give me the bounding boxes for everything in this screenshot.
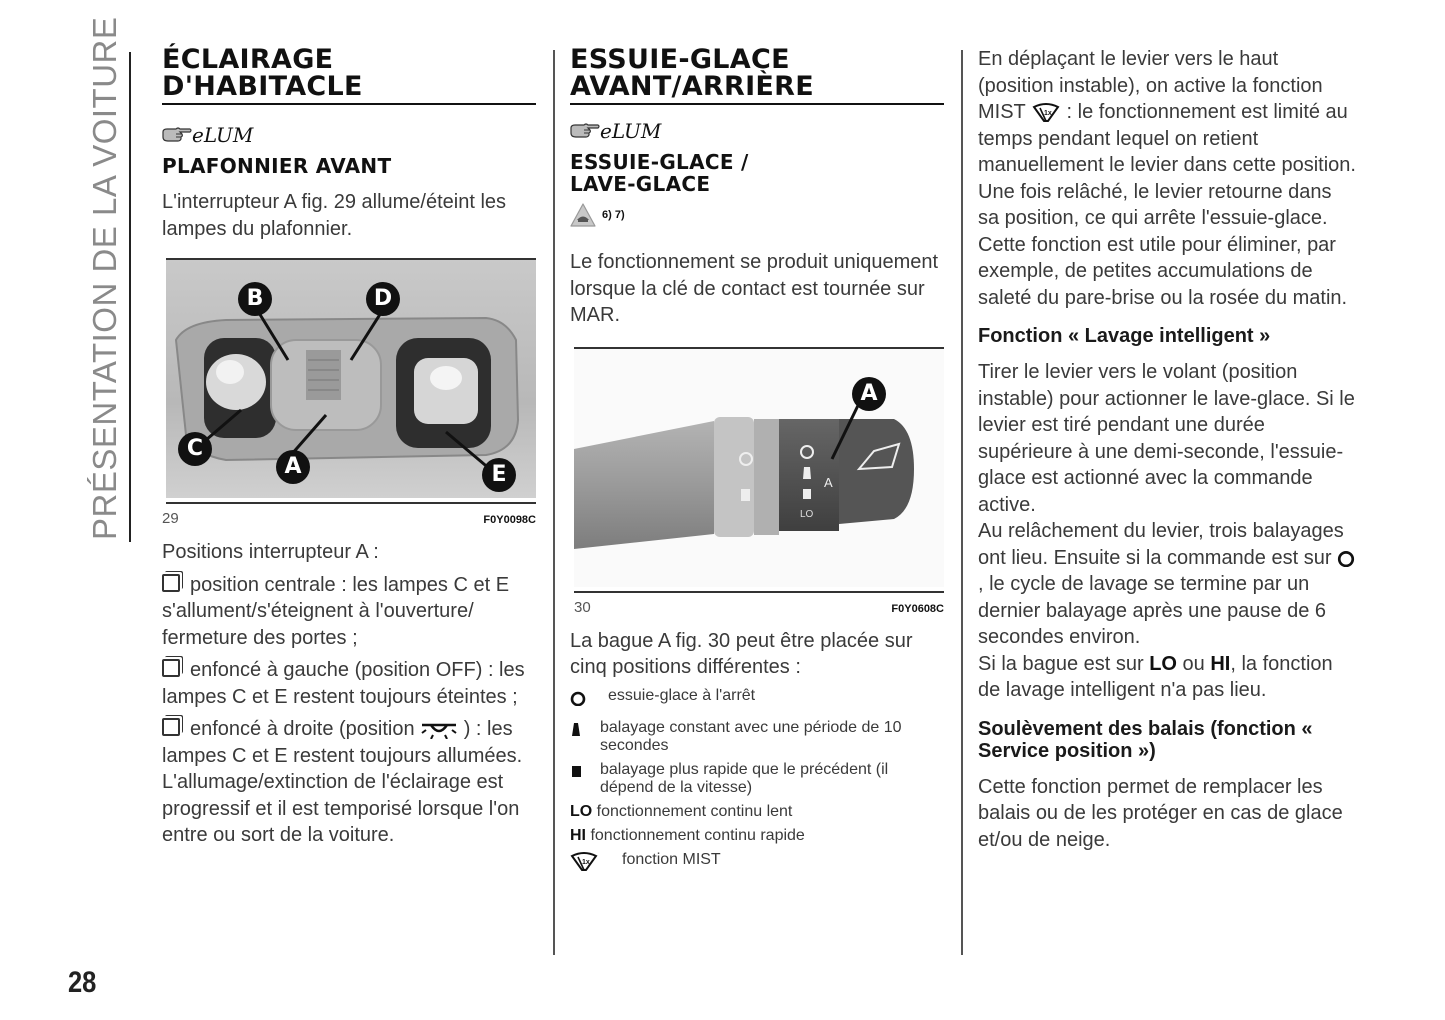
list-item: HI fonctionnement continu rapide (570, 827, 805, 844)
elum-link[interactable] (162, 119, 536, 145)
ceiling-light-photo (166, 260, 536, 498)
section-title: ÉCLAIRAGE D'HABITACLE (162, 46, 536, 105)
positions-intro: La bague A fig. 30 peut être placée sur cinq positions différentes : (570, 629, 913, 678)
warning-triangle-icon (570, 203, 596, 227)
lo-hi-paragraph: Si la bague est sur LO ou HI, la fonction de lavage intelligent n'a pas lieu. (978, 652, 1333, 701)
callout-e: E (482, 458, 516, 492)
svg-text:1x: 1x (582, 859, 590, 866)
pointing-hand-icon (570, 121, 600, 141)
service-position-paragraph: Cette fonction permet de remplacer les balais ou de les protéger en cas de glace et/ou de neige. (978, 775, 1343, 851)
intro-text: Le fonctionnement se produit uniquement lorsque la clé de contact est tournée sur MAR. (570, 251, 939, 326)
list-item: essuie-glace à l'arrêt (570, 687, 944, 714)
list-item: 1x fonction MIST (570, 851, 944, 881)
section-title: ESSUIE-GLACE AVANT/ARRIÈRE (570, 46, 944, 105)
figure-number: 29 (162, 510, 179, 527)
list-item: balayage plus rapide que le précédent (il dépend de la vitesse) (570, 761, 944, 797)
list-item: enfoncé à gauche (position OFF) : les lampes C et E restent toujours éteintes ; (162, 659, 525, 708)
callout-d: D (366, 282, 400, 316)
checkbox-bullet-icon (162, 574, 180, 592)
lo-label: LO (570, 803, 593, 820)
checkbox-bullet-icon (162, 659, 180, 677)
dome-light-on-icon (420, 721, 458, 739)
elum-link[interactable] (570, 115, 944, 141)
intermittent-icon (570, 720, 582, 738)
list-item: LO fonctionnement continu lent (570, 803, 793, 820)
figure-29 (162, 258, 536, 527)
checkbox-bullet-icon (162, 718, 180, 736)
smart-wash-release-paragraph: Au relâchement du levier, trois balayages ont lieu. Ensuite si la commande est sur , le cycle de lavage se termine par un dernier balayage après une pause de 6 secondes environ. (978, 518, 1358, 651)
list-item: position centrale : les lampes C et E s'allument/s'éteignent à l'ouverture/ fermeture des portes ; (162, 573, 510, 649)
subsection-title: PLAFONNIER AVANT (162, 154, 392, 178)
figure-code: F0Y0608C (891, 602, 944, 615)
side-divider (129, 52, 131, 542)
subsection-title: ESSUIE-GLACE / LAVE-GLACE (570, 150, 749, 196)
figure-caption (570, 599, 944, 616)
circle-icon (1337, 549, 1355, 567)
page-number: 28 (68, 966, 97, 999)
callout-a: A (852, 377, 886, 411)
mist-paragraph: En déplaçant le levier vers le haut (position instable), on active la fonction MIST 1x : le fonctionnement est limité au temps pendant lequel on retient manuellement le levier dans cette position. Une fois relâché, le levier retourne dans sa position, ce qui arrête l'essuie-glace. Cette fonction est utile pour éliminer, par exemple, de petites accumulations de saleté du pare-brise ou la rosée du matin. (978, 48, 1356, 309)
hi-label: HI (570, 827, 586, 844)
figure-30 (570, 347, 944, 616)
ring-label-lo: LO (800, 508, 814, 520)
column-divider (553, 50, 555, 955)
warning-refs: 6) 7) (602, 209, 625, 221)
list-item: balayage constant avec une période de 10 secondes (570, 719, 944, 755)
subsection-heading: Soulèvement des balais (fonction « Service position ») (978, 717, 1313, 762)
smart-wash-paragraph: Tirer le levier vers le volant (position instable) pour actionner le lave-glace. Si le levier est tiré pendant une durée supérieure à une demi-seconde, l'essuie-glace est actionné avec la commande active. (978, 361, 1355, 516)
mist-icon (1031, 102, 1061, 124)
column-divider (961, 50, 963, 955)
figure-caption (162, 510, 536, 527)
circle-icon (570, 690, 586, 706)
column-interior-lighting (162, 46, 536, 849)
callout-a: A (276, 450, 310, 484)
column-wipers (570, 46, 944, 881)
ceiling-light-illustration (166, 260, 536, 498)
positions-intro: Positions interrupteur A : (162, 541, 379, 563)
svg-text:1x: 1x (1043, 109, 1052, 117)
elum-label: eLUM (192, 123, 254, 147)
intro-text: L'interrupteur A fig. 29 allume/éteint les lampes du plafonnier. (162, 191, 507, 240)
figure-number: 30 (574, 598, 591, 616)
elum-label: eLUM (600, 119, 662, 143)
pointing-hand-icon (162, 125, 192, 145)
closing-text: L'allumage/extinction de l'éclairage est progressif et il est temporisé lorsque l'on entre ou sort de la voiture. (162, 771, 520, 846)
warning-reference[interactable] (570, 203, 944, 227)
column-wiper-functions (978, 46, 1358, 853)
subsection-heading: Fonction « Lavage intelligent » (978, 325, 1271, 347)
mist-icon (570, 851, 598, 873)
figure-code: F0Y0098C (483, 514, 536, 526)
callout-c: C (178, 432, 212, 466)
callout-b: B (238, 282, 272, 316)
wiper-stalk-photo (574, 349, 944, 587)
square-icon (570, 762, 582, 780)
list-item: enfoncé à droite (position ) : les lampes C et E restent toujours allumées. (162, 718, 523, 767)
section-side-title: PRÉSENTATION DE LA VOITURE (86, 16, 123, 540)
ring-label-a: A (824, 474, 833, 490)
wiper-stalk-illustration (574, 349, 944, 587)
